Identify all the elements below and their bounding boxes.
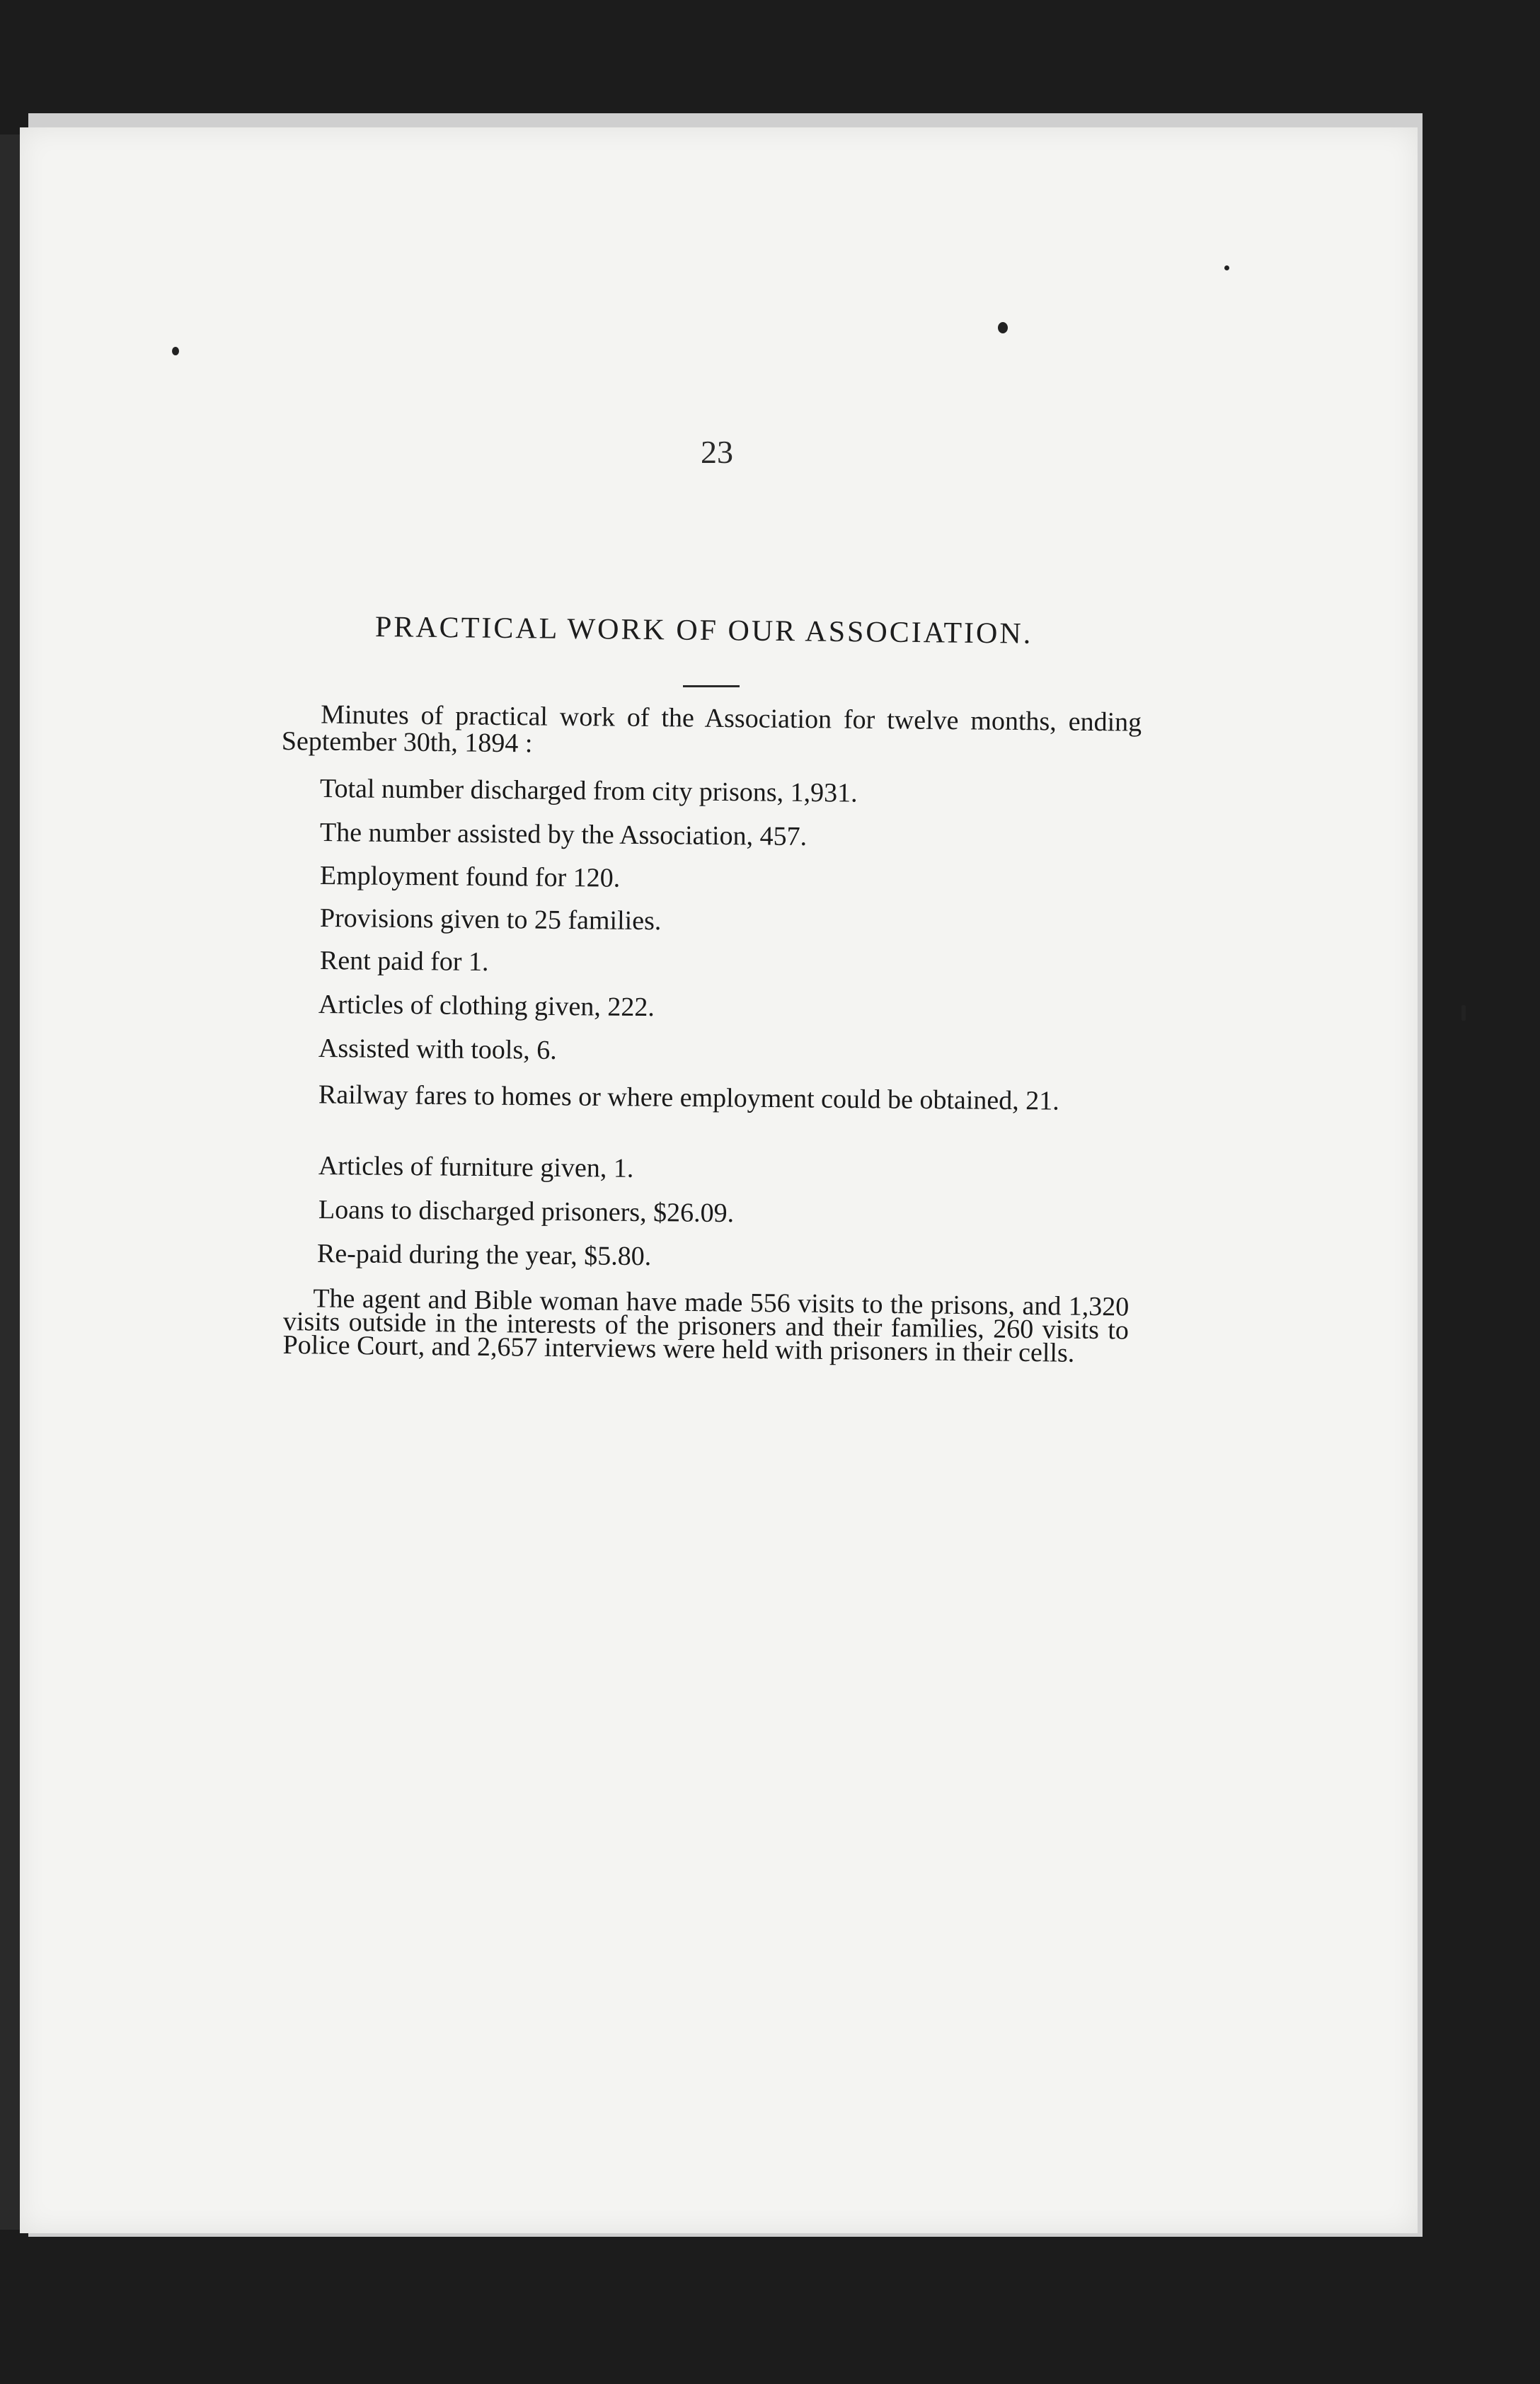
- dust-speck: [172, 347, 179, 355]
- dust-speck: [1461, 1005, 1466, 1021]
- dust-speck: [1224, 265, 1229, 270]
- closing-paragraph: The agent and Bible woman have made 556 visits to the prisons, and 1,320 visits outside in the interests of the prisoners and their families, 260 visits to Police Court, and 2,657 interviews were held with prisoners in their cells.: [282, 1283, 1130, 1368]
- list-item: Articles of furniture given, 1.: [318, 1151, 634, 1184]
- list-item: Provisions given to 25 families.: [319, 903, 662, 936]
- list-item: Loans to discharged prisoners, $26.09.: [318, 1195, 735, 1229]
- book-spine-edge: [0, 134, 21, 2230]
- list-item: Rent paid for 1.: [319, 946, 489, 978]
- list-item: The number assisted by the Association, 457.: [319, 818, 808, 852]
- list-item: Railway fares to homes or where employment could be obtained, 21.: [318, 1079, 1059, 1116]
- list-item: Assisted with tools, 6.: [318, 1033, 557, 1065]
- title-divider: [683, 685, 740, 687]
- page-number: 23: [701, 434, 733, 470]
- page-title: PRACTICAL WORK OF OUR ASSOCIATION.: [374, 611, 1033, 651]
- list-item: Employment found for 120.: [319, 861, 621, 893]
- list-item: Re-paid during the year, $5.80.: [316, 1239, 652, 1272]
- list-item: Articles of clothing given, 222.: [318, 990, 655, 1023]
- intro-paragraph: Minutes of practical work of the Association for twelve months, ending September 30th, 1894 :: [281, 699, 1142, 759]
- dust-speck: [998, 322, 1008, 333]
- list-item: Total number discharged from city prisons, 1,931.: [319, 774, 858, 808]
